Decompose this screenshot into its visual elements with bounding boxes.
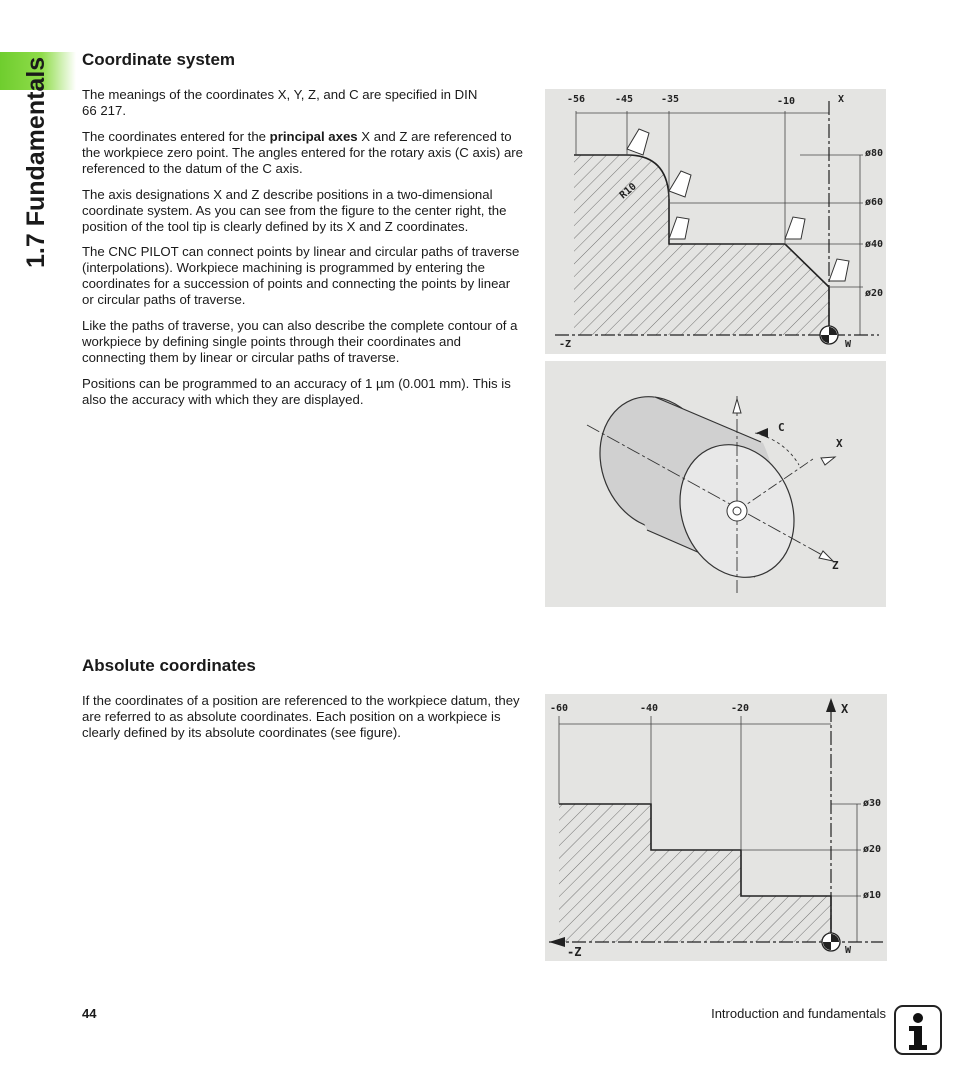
chapter-side-title: 1.7 Fundamentals xyxy=(22,56,50,268)
dim-label-z2: -40 xyxy=(640,703,659,714)
page-number: 44 xyxy=(82,1006,97,1021)
dim-label-z2: -45 xyxy=(615,94,634,105)
arrow-up-icon xyxy=(733,399,741,413)
dim-label-z1: -56 xyxy=(567,94,586,105)
arrow-z-icon xyxy=(819,551,833,561)
dim-label-x4: ø20 xyxy=(865,288,884,299)
datum-symbol xyxy=(820,326,838,344)
figure-turning-contour xyxy=(545,89,886,354)
datum-symbol xyxy=(822,933,840,951)
absolute-drawing xyxy=(545,694,887,961)
arrow-x-icon xyxy=(821,457,835,465)
dim-label-z4: -10 xyxy=(777,96,796,107)
dim-label-x2: ø20 xyxy=(863,844,882,855)
paragraph-absolute: If the coordinates of a position are referenced to the workpiece datum, they are referred to as absolute coordinates. Each position on a workpiece is clearly defined by its absolute coordinates (see figure). xyxy=(82,693,520,740)
arrow-c-icon xyxy=(756,428,768,438)
footer-chapter-title: Introduction and fundamentals xyxy=(711,1006,886,1021)
info-icon xyxy=(894,1005,942,1055)
paragraph-principal-axes xyxy=(82,129,524,177)
paragraph-contour: Like the paths of traverse, you can also describe the complete contour of a workpiece by defining single points through their coordinates and connecting them by linear or circular paths of traverse. xyxy=(82,318,518,365)
figure-c-axis-cylinder xyxy=(545,361,886,607)
dim-label-z3: -20 xyxy=(731,703,750,714)
dim-label-x3: ø40 xyxy=(865,239,884,250)
contour-drawing xyxy=(545,89,886,354)
paragraph-din: The meanings of the coordinates X, Y, Z, and C are specified in DIN 66 217. xyxy=(82,87,478,118)
paragraph-interpolations: The CNC PILOT can connect points by linear and circular paths of traverse (interpolations). Workpiece machining is programmed by entering the coordinates for a succession of points and connecting the points by linear or circular paths of traverse. xyxy=(82,244,520,307)
dim-label-z3: -35 xyxy=(661,94,680,105)
dim-label-z1: -60 xyxy=(550,703,569,714)
datum-label: W xyxy=(845,339,852,350)
dim-label-x3: ø10 xyxy=(863,890,882,901)
dim-label-x1: ø30 xyxy=(863,798,882,809)
text-run: X and Z are referenced to the workpiece zero point. The angles entered for the rotary axis (C axis) are referenced to the datum of the C axis. xyxy=(82,129,524,176)
axis-label-x: X xyxy=(836,437,843,450)
x-arrow-icon xyxy=(826,698,836,712)
paragraph-accuracy: Positions can be programmed to an accuracy of 1 µm (0.001 mm). This is also the accuracy with which they are displayed. xyxy=(82,376,511,407)
datum-label: W xyxy=(845,945,852,956)
axis-label-z: Z xyxy=(832,559,839,572)
axis-label-c: C xyxy=(778,421,785,434)
axis-label-x: X xyxy=(838,94,845,105)
dim-label-x2: ø60 xyxy=(865,197,884,208)
heading-absolute-coordinates: Absolute coordinates xyxy=(82,656,256,675)
dim-label-x1: ø80 xyxy=(865,148,884,159)
workpiece-hatch xyxy=(574,155,829,335)
cylinder-drawing xyxy=(545,361,886,607)
neg-z-arrow-icon xyxy=(549,937,565,947)
radius-label: R10 xyxy=(617,181,639,202)
workpiece-hatch xyxy=(559,804,831,942)
axis-label-neg-z: -Z xyxy=(559,339,572,350)
figure-absolute-coordinates xyxy=(545,694,887,961)
paragraph-axis-designations: The axis designations X and Z describe positions in a two-dimensional coordinate system. As you can see from the figure to the center right, the position of the tool tip is clearly defined by its X and Z coordinates. xyxy=(82,187,507,234)
bold-term: principal axes xyxy=(269,129,358,144)
text-run: The coordinates entered for the xyxy=(82,129,270,144)
heading-coordinate-system: Coordinate system xyxy=(82,50,236,69)
axis-label-neg-z: -Z xyxy=(567,945,582,959)
axis-label-x: X xyxy=(841,702,849,716)
